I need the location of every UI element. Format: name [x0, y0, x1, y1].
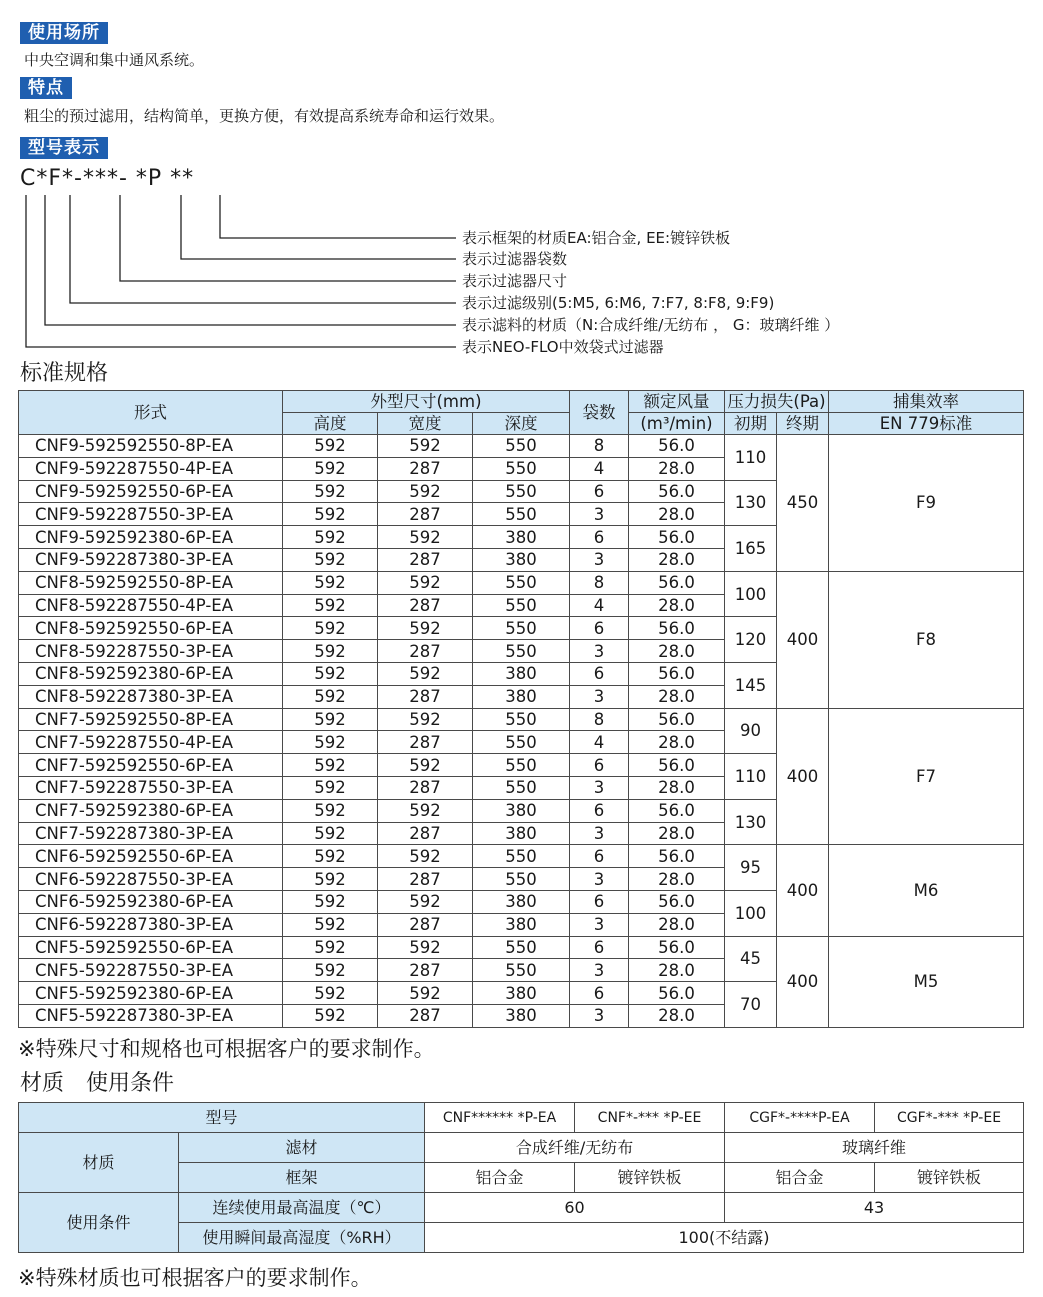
cell-height: 592 — [283, 799, 378, 822]
cell-depth: 550 — [473, 480, 570, 503]
cell-model: CNF6-592592550-6P-EA — [19, 845, 283, 868]
cell-depth: 550 — [473, 868, 570, 891]
cell-airflow: 28.0 — [629, 594, 725, 617]
usage-title-badge: 使用场所 — [20, 22, 108, 44]
cell-model: CNF7-592592550-6P-EA — [19, 754, 283, 777]
cell-bags: 4 — [570, 731, 629, 754]
cell-height: 592 — [283, 868, 378, 891]
cell-model: CNF9-592287550-3P-EA — [19, 503, 283, 526]
cell-depth: 380 — [473, 982, 570, 1005]
cell-model: CNF7-592287380-3P-EA — [19, 822, 283, 845]
cell-bags: 3 — [570, 776, 629, 799]
cell-depth: 380 — [473, 548, 570, 571]
materials-note: ※特殊材质也可根据客户的要求制作。 — [18, 1266, 372, 1290]
cell-height: 592 — [283, 731, 378, 754]
cell-depth: 380 — [473, 526, 570, 549]
cell-final-pressure: 400 — [777, 708, 829, 845]
cell-depth: 550 — [473, 936, 570, 959]
cell-depth: 380 — [473, 662, 570, 685]
cell-depth: 550 — [473, 708, 570, 731]
cell-airflow: 56.0 — [629, 936, 725, 959]
header-pressure-loss: 压力损失(Pa) — [725, 391, 829, 413]
cell-bags: 6 — [570, 617, 629, 640]
cell-width: 287 — [378, 503, 473, 526]
frame-cnf-ee: 镀锌铁板 — [575, 1163, 725, 1193]
legend-bag-count: 表示过滤器袋数 — [462, 250, 568, 268]
model-cnf-ee: CNF*-*** *P-EE — [575, 1103, 725, 1133]
cell-width: 592 — [378, 662, 473, 685]
cell-model: CNF9-592287550-4P-EA — [19, 457, 283, 480]
cell-airflow: 28.0 — [629, 503, 725, 526]
cell-model: CNF5-592592380-6P-EA — [19, 982, 283, 1005]
features-title-badge: 特点 — [20, 77, 72, 99]
usage-text: 中央空调和集中通风系统。 — [24, 51, 205, 69]
cell-bags: 4 — [570, 457, 629, 480]
cell-final-pressure: 400 — [777, 571, 829, 708]
cell-model: CNF8-592287550-4P-EA — [19, 594, 283, 617]
cell-width: 287 — [378, 640, 473, 663]
cell-model: CNF5-592287550-3P-EA — [19, 959, 283, 982]
cell-width: 287 — [378, 685, 473, 708]
cell-width: 287 — [378, 913, 473, 936]
cell-bags: 4 — [570, 594, 629, 617]
cell-width: 287 — [378, 457, 473, 480]
cell-height: 592 — [283, 822, 378, 845]
legend-filter-size: 表示过滤器尺寸 — [462, 272, 568, 290]
cell-width: 287 — [378, 822, 473, 845]
table-row — [19, 708, 1024, 731]
cell-depth: 550 — [473, 571, 570, 594]
cell-height: 592 — [283, 526, 378, 549]
cell-depth: 550 — [473, 754, 570, 777]
cell-model: CNF9-592592380-6P-EA — [19, 526, 283, 549]
cell-bags: 8 — [570, 708, 629, 731]
header-form: 形式 — [19, 391, 283, 435]
cell-bags: 6 — [570, 936, 629, 959]
cell-model: CNF7-592592380-6P-EA — [19, 799, 283, 822]
cell-width: 287 — [378, 776, 473, 799]
cell-height: 592 — [283, 936, 378, 959]
cell-height: 592 — [283, 480, 378, 503]
cell-width: 592 — [378, 571, 473, 594]
cell-model: CNF7-592592550-8P-EA — [19, 708, 283, 731]
cell-height: 592 — [283, 435, 378, 458]
cell-width: 287 — [378, 548, 473, 571]
cell-airflow: 56.0 — [629, 435, 725, 458]
cell-airflow: 28.0 — [629, 548, 725, 571]
header-standard: EN 779标准 — [829, 413, 1024, 435]
cell-bags: 3 — [570, 685, 629, 708]
cell-height: 592 — [283, 571, 378, 594]
cell-airflow: 28.0 — [629, 822, 725, 845]
cell-bags: 3 — [570, 548, 629, 571]
cell-bags: 6 — [570, 799, 629, 822]
cell-height: 592 — [283, 982, 378, 1005]
cell-initial-pressure: 45 — [725, 936, 777, 982]
cell-efficiency: F9 — [829, 435, 1024, 572]
table-row — [19, 845, 1024, 868]
cell-height: 592 — [283, 503, 378, 526]
cell-width: 287 — [378, 868, 473, 891]
conditions-label: 使用条件 — [19, 1193, 179, 1253]
header-bags: 袋数 — [570, 391, 629, 435]
cell-bags: 3 — [570, 913, 629, 936]
cell-model: CNF8-592592550-8P-EA — [19, 571, 283, 594]
cell-initial-pressure: 100 — [725, 571, 777, 617]
cell-height: 592 — [283, 708, 378, 731]
cell-depth: 550 — [473, 594, 570, 617]
media-label: 滤材 — [179, 1133, 425, 1163]
cell-depth: 550 — [473, 503, 570, 526]
cell-bags: 6 — [570, 982, 629, 1005]
cell-model: CNF7-592287550-4P-EA — [19, 731, 283, 754]
cell-airflow: 56.0 — [629, 662, 725, 685]
cell-model: CNF9-592592550-6P-EA — [19, 480, 283, 503]
cell-bags: 3 — [570, 1004, 629, 1027]
cell-initial-pressure: 120 — [725, 617, 777, 663]
cell-width: 592 — [378, 617, 473, 640]
cell-height: 592 — [283, 959, 378, 982]
humidity-value: 100(不结露) — [425, 1223, 1024, 1253]
cell-airflow: 28.0 — [629, 1004, 725, 1027]
cell-width: 592 — [378, 936, 473, 959]
cell-width: 287 — [378, 731, 473, 754]
cell-height: 592 — [283, 548, 378, 571]
header-width: 宽度 — [378, 413, 473, 435]
cell-width: 592 — [378, 480, 473, 503]
cell-airflow: 56.0 — [629, 799, 725, 822]
cell-initial-pressure: 90 — [725, 708, 777, 754]
cell-initial-pressure: 145 — [725, 662, 777, 708]
cell-bags: 6 — [570, 526, 629, 549]
cell-efficiency: F8 — [829, 571, 1024, 708]
cell-depth: 380 — [473, 1004, 570, 1027]
model-label: 型号 — [19, 1103, 425, 1133]
media-glass: 玻璃纤维 — [725, 1133, 1024, 1163]
cell-efficiency: M5 — [829, 936, 1024, 1027]
header-height: 高度 — [283, 413, 378, 435]
cell-airflow: 28.0 — [629, 913, 725, 936]
header-airflow-unit: (m³/min) — [629, 413, 725, 435]
frame-cgf-ea: 铝合金 — [725, 1163, 875, 1193]
cell-airflow: 56.0 — [629, 617, 725, 640]
cell-bags: 6 — [570, 480, 629, 503]
media-synthetic: 合成纤维/无纺布 — [425, 1133, 725, 1163]
model-cnf-ea: CNF****** *P-EA — [425, 1103, 575, 1133]
cell-efficiency: M6 — [829, 845, 1024, 936]
cell-airflow: 28.0 — [629, 640, 725, 663]
temp-cgf: 43 — [725, 1193, 1024, 1223]
cell-depth: 550 — [473, 959, 570, 982]
cell-airflow: 28.0 — [629, 457, 725, 480]
temp-label: 连续使用最高温度（℃） — [179, 1193, 425, 1223]
cell-airflow: 56.0 — [629, 754, 725, 777]
cell-model: CNF5-592592550-6P-EA — [19, 936, 283, 959]
cell-depth: 380 — [473, 799, 570, 822]
temp-cnf: 60 — [425, 1193, 725, 1223]
cell-height: 592 — [283, 776, 378, 799]
cell-model: CNF6-592592380-6P-EA — [19, 890, 283, 913]
legend-media-material: 表示滤料的材质（N:合成纤维/无纺布 ， G：玻璃纤维 ） — [462, 316, 840, 334]
cell-initial-pressure: 110 — [725, 754, 777, 800]
cell-depth: 550 — [473, 640, 570, 663]
cell-width: 592 — [378, 708, 473, 731]
cell-depth: 550 — [473, 731, 570, 754]
cell-height: 592 — [283, 662, 378, 685]
cell-bags: 6 — [570, 890, 629, 913]
humidity-label: 使用瞬间最高湿度（%RH） — [179, 1223, 425, 1253]
materials-table — [18, 1102, 1024, 1253]
cell-width: 592 — [378, 435, 473, 458]
cell-width: 592 — [378, 845, 473, 868]
cell-height: 592 — [283, 913, 378, 936]
cell-model: CNF6-592287380-3P-EA — [19, 913, 283, 936]
cell-initial-pressure: 165 — [725, 526, 777, 572]
spec-table-body — [19, 435, 1024, 1028]
cell-bags: 8 — [570, 571, 629, 594]
cell-airflow: 56.0 — [629, 982, 725, 1005]
cell-width: 287 — [378, 594, 473, 617]
spec-note: ※特殊尺寸和规格也可根据客户的要求制作。 — [18, 1037, 435, 1061]
cell-airflow: 28.0 — [629, 731, 725, 754]
frame-cgf-ee: 镀锌铁板 — [875, 1163, 1024, 1193]
model-cgf-ee: CGF*-*** *P-EE — [875, 1103, 1024, 1133]
cell-bags: 3 — [570, 959, 629, 982]
cell-width: 287 — [378, 1004, 473, 1027]
cell-height: 592 — [283, 685, 378, 708]
cell-bags: 3 — [570, 640, 629, 663]
cell-depth: 380 — [473, 890, 570, 913]
cell-height: 592 — [283, 457, 378, 480]
cell-bags: 6 — [570, 845, 629, 868]
cell-depth: 550 — [473, 457, 570, 480]
cell-depth: 380 — [473, 913, 570, 936]
material-label: 材质 — [19, 1133, 179, 1193]
cell-bags: 6 — [570, 754, 629, 777]
cell-airflow: 56.0 — [629, 890, 725, 913]
cell-model: CNF7-592287550-3P-EA — [19, 776, 283, 799]
cell-depth: 550 — [473, 845, 570, 868]
legend-filter-grade: 表示过滤级别(5:M5, 6:M6, 7:F7, 8:F8, 9:F9) — [462, 294, 775, 312]
cell-depth: 550 — [473, 435, 570, 458]
cell-airflow: 56.0 — [629, 571, 725, 594]
cell-model: CNF8-592287380-3P-EA — [19, 685, 283, 708]
cell-bags: 6 — [570, 662, 629, 685]
header-airflow: 额定风量 — [629, 391, 725, 413]
cell-height: 592 — [283, 890, 378, 913]
model-code: C*F*-***- *P ** — [20, 166, 195, 191]
cell-initial-pressure: 70 — [725, 982, 777, 1028]
cell-airflow: 28.0 — [629, 776, 725, 799]
table-row — [19, 936, 1024, 959]
cell-depth: 550 — [473, 776, 570, 799]
cell-bags: 8 — [570, 435, 629, 458]
cell-model: CNF8-592592380-6P-EA — [19, 662, 283, 685]
cell-airflow: 28.0 — [629, 868, 725, 891]
cell-height: 592 — [283, 754, 378, 777]
cell-airflow: 28.0 — [629, 959, 725, 982]
cell-final-pressure: 400 — [777, 845, 829, 936]
spec-heading: 标准规格 — [20, 361, 109, 386]
cell-airflow: 56.0 — [629, 845, 725, 868]
cell-width: 592 — [378, 526, 473, 549]
cell-height: 592 — [283, 845, 378, 868]
cell-airflow: 56.0 — [629, 526, 725, 549]
cell-depth: 380 — [473, 685, 570, 708]
cell-depth: 380 — [473, 822, 570, 845]
cell-height: 592 — [283, 617, 378, 640]
cell-model: CNF9-592592550-8P-EA — [19, 435, 283, 458]
model-title-badge: 型号表示 — [20, 137, 108, 159]
cell-efficiency: F7 — [829, 708, 1024, 845]
cell-model: CNF6-592287550-3P-EA — [19, 868, 283, 891]
cell-model: CNF8-592287550-3P-EA — [19, 640, 283, 663]
table-row — [19, 571, 1024, 594]
frame-label: 框架 — [179, 1163, 425, 1193]
cell-bags: 3 — [570, 503, 629, 526]
header-depth: 深度 — [473, 413, 570, 435]
cell-airflow: 56.0 — [629, 480, 725, 503]
cell-initial-pressure: 130 — [725, 799, 777, 845]
model-cgf-ea: CGF*-****P-EA — [725, 1103, 875, 1133]
header-final: 终期 — [777, 413, 829, 435]
cell-airflow: 28.0 — [629, 685, 725, 708]
cell-model: CNF8-592592550-6P-EA — [19, 617, 283, 640]
cell-width: 592 — [378, 982, 473, 1005]
cell-initial-pressure: 95 — [725, 845, 777, 891]
header-efficiency: 捕集效率 — [829, 391, 1024, 413]
cell-airflow: 56.0 — [629, 708, 725, 731]
cell-depth: 550 — [473, 617, 570, 640]
cell-height: 592 — [283, 1004, 378, 1027]
cell-bags: 3 — [570, 822, 629, 845]
spec-table — [18, 390, 1024, 1028]
cell-width: 592 — [378, 890, 473, 913]
features-text: 粗尘的预过滤用，结构简单，更换方便，有效提高系统寿命和运行效果。 — [24, 107, 505, 125]
cell-final-pressure: 400 — [777, 936, 829, 1027]
cell-width: 287 — [378, 959, 473, 982]
header-initial: 初期 — [725, 413, 777, 435]
cell-width: 592 — [378, 799, 473, 822]
cell-initial-pressure: 100 — [725, 890, 777, 936]
legend-frame-material: 表示框架的材质EA:铝合金, EE:镀锌铁板 — [462, 229, 731, 247]
cell-final-pressure: 450 — [777, 435, 829, 572]
table-row — [19, 435, 1024, 458]
frame-cnf-ea: 铝合金 — [425, 1163, 575, 1193]
legend-product-series: 表示NEO-FLO中效袋式过滤器 — [462, 338, 664, 356]
cell-height: 592 — [283, 594, 378, 617]
cell-initial-pressure: 110 — [725, 435, 777, 481]
cell-model: CNF9-592287380-3P-EA — [19, 548, 283, 571]
cell-bags: 3 — [570, 868, 629, 891]
cell-height: 592 — [283, 640, 378, 663]
cell-initial-pressure: 130 — [725, 480, 777, 526]
cell-model: CNF5-592287380-3P-EA — [19, 1004, 283, 1027]
cell-width: 592 — [378, 754, 473, 777]
materials-heading: 材质 使用条件 — [20, 1071, 175, 1096]
header-dimensions: 外型尺寸(mm) — [283, 391, 570, 413]
